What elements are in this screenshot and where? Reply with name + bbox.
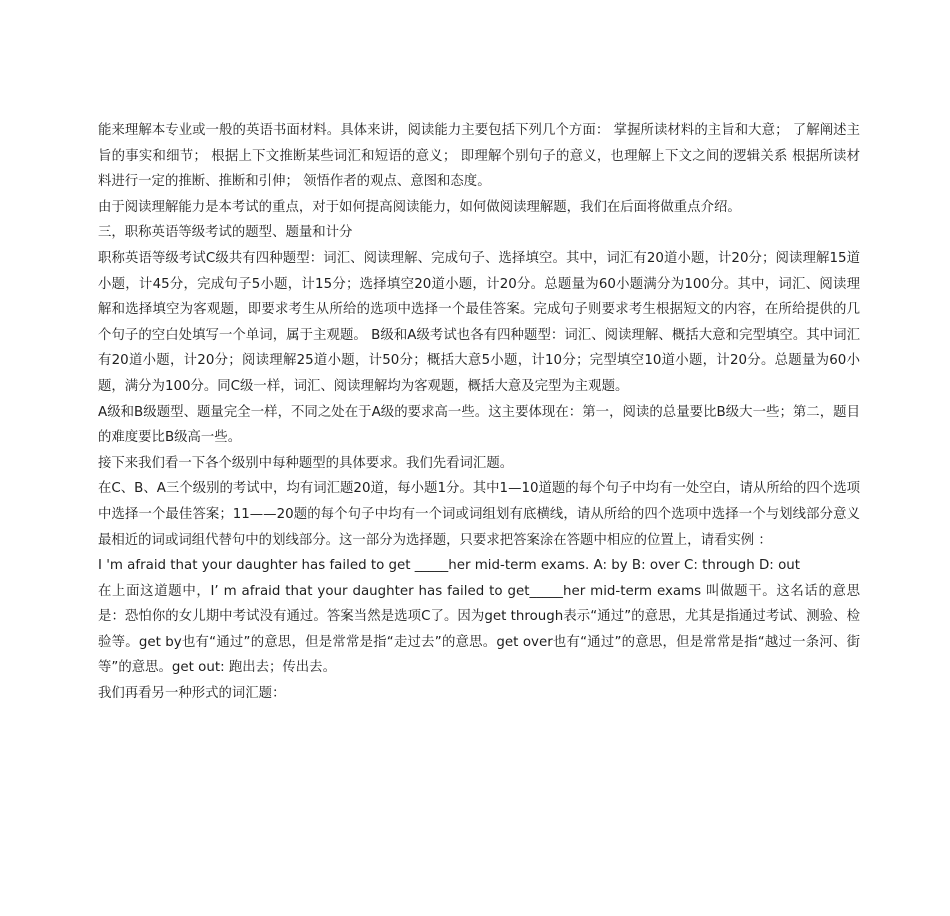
paragraph-reading-skills: 能来理解本专业或一般的英语书面材料。具体来讲，阅读能力主要包括下列几个方面： 掌握所读材料的主旨和大意； 了解阐述主旨的事实和细节； 根据上下文推断某些词汇和短语的意义； 即理解个别句子的意义，也理解上下文之间的逻辑关系 根据所读材料进行一定的推断、推断和引伸； 领悟作者的观点、意图和态度。 (98, 123, 860, 190)
paragraph-vocabulary-intro: 接下来我们看一下各个级别中每种题型的具体要求。我们先看词汇题。 (98, 455, 514, 471)
paragraph-reading-focus: 由于阅读理解能力是本考试的重点，对于如何提高阅读能力，如何做阅读理解题，我们在后面将做重点介绍。 (98, 199, 741, 215)
example-question: I 'm afraid that your daughter has failed to get _____her mid-term exams. A: by B: over C: through D: out (98, 558, 800, 574)
paragraph-next-form: 我们再看另一种形式的词汇题： (98, 686, 286, 702)
paragraph-level-difference: A级和B级题型、题量完全一样，不同之处在于A级的要求高一些。这主要体现在：第一，阅读的总量要比B级大一些；第二，题目的难度要比B级高一些。 (98, 404, 860, 446)
document-body (98, 118, 860, 707)
paragraph-vocabulary-rules: 在C、B、A三个级别的考试中，均有词汇题20道，每小题1分。其中1—10道题的每个句子中均有一处空白，请从所给的四个选项中选择一个最佳答案；11——20题的每个句子中均有一个词或词组划有底横线，请从所给的四个选项中选择一个与划线部分意义最相近的词或词组代替句中的划线部分。这一部分为选择题，只要求把答案涂在答题中相应的位置上，请看实例 ： (98, 481, 860, 548)
section-heading: 三，职称英语等级考试的题型、题量和计分 (98, 225, 353, 241)
paragraph-question-types: 职称英语等级考试C级共有四种题型：词汇、阅读理解、完成句子、选择填空。其中，词汇有20道小题，计20分；阅读理解15道小题，计45分，完成句子5小题，计15分；选择填空20道小题，计20分。总题量为60小题满分为100分。其中，词汇、阅读理解和选择填空为客观题，即要求考生从所给的选项中选择一个最佳答案。完成句子则要求考生根据短文的内容，在所给提供的几个句子的空白处填写一个单词，属于主观题。 B级和A级考试也各有四种题型：词汇、阅读理解、概括大意和完型填空。其中词汇有20道小题，计20分；阅读理解25道小题，计50分；概括大意5小题，计10分；完型填空10道小题，计20分。总题量为60小题，满分为100分。同C级一样，词汇、阅读理解均为客观题，概括大意及完型为主观题。 (98, 250, 860, 394)
paragraph-example-explanation: 在上面这道题中，I’ m afraid that your daughter has failed to get_____her mid-term exams 叫做题干。这名话的意思是：恐怕你的女儿期中考试没有通过。答案当然是选项C了。因为get through表示“通过”的意思，尤其是指通过考试、测验、检验等。get by也有“通过”的意思，但是常常是指“走过去”的意思。get over也有“通过”的意思，但是常常是指“越过一条河、街等”的意思。get out: 跑出去；传出去。 (98, 583, 860, 676)
